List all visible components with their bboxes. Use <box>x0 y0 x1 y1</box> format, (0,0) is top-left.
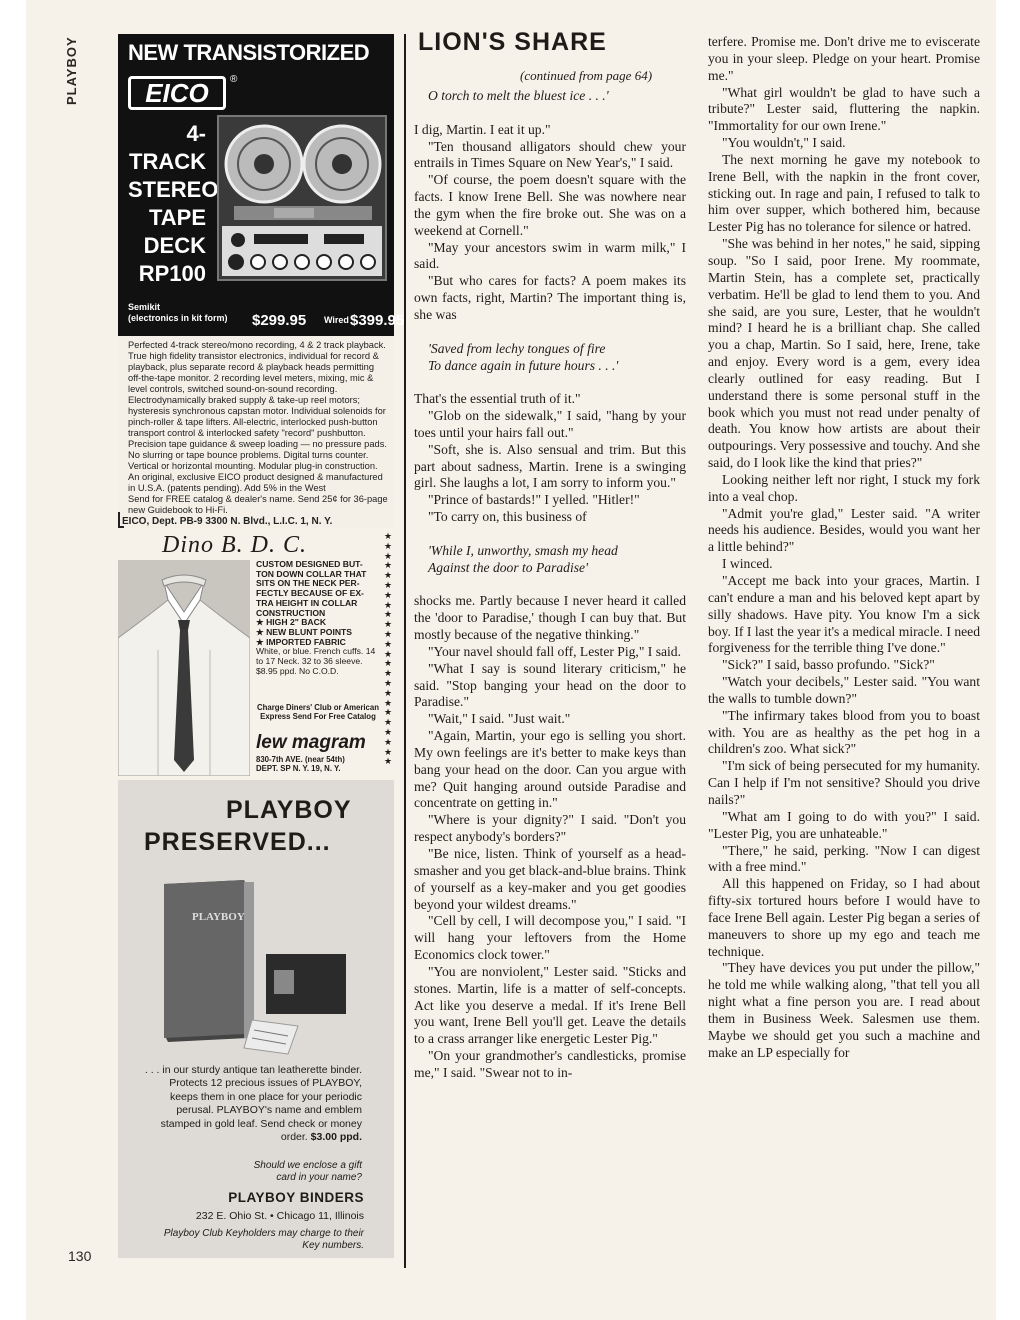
paragraph: "Your navel should fall off, Lester Pig," I said. <box>428 643 681 659</box>
paragraph: I dig, Martin. I eat it up." <box>414 121 551 137</box>
wired-label: Wired <box>324 315 349 325</box>
semikit-price: $299.95 <box>252 312 307 329</box>
paragraph: "To carry on, this business of <box>428 509 587 525</box>
product-line: STEREO <box>128 177 219 202</box>
feature-line: ★ IMPORTED FABRIC <box>256 636 346 647</box>
paragraph-gap <box>414 374 686 391</box>
address-line: DEPT. SP N. Y. 19, N. Y. <box>256 763 341 773</box>
verse-line: O torch to melt the bluest ice . . .' <box>428 88 609 103</box>
paragraph: "Watch your decibels," Lester said. "You want the walls to tumble down?" <box>708 674 980 706</box>
paragraph: "You wouldn't," I said. <box>722 135 846 151</box>
product-line: TAPE <box>148 205 206 230</box>
paragraph: All this happened on Friday, so I had about fifty-six tortured hours before I would have to face Irene Bell again. Lester Pig began a series of maneuvers to shore up my ego and teach me technique. <box>708 876 980 959</box>
paragraph: "There," he said, perking. "Now I can digest with a free mind." <box>708 842 980 875</box>
paragraph: "What I say is sound literary criticism," he said. "Stop banging your head on the door to Paradise." <box>414 660 686 710</box>
semikit-note: (electronics in kit form) <box>128 313 228 323</box>
paragraph-gap <box>414 324 686 341</box>
eico-logo: EICO <box>128 76 226 110</box>
paragraph: "Ten thousand alligators should chew your entrails in Times Square on New Year's," I said. <box>414 138 686 171</box>
verse-line: 'While I, unworthy, smash my head <box>428 542 618 558</box>
paragraph: "Prince of bastards!" I yelled. "Hitler!" <box>428 492 640 508</box>
paragraph-gap <box>414 105 686 122</box>
paragraph: "Admit you're glad," Lester said. "A writer needs his audience. Besides, would you want her a little behind?" <box>708 505 980 555</box>
eico-product-name <box>128 120 219 288</box>
paragraph: terfere. Promise me. Don't drive me to eviscerate you in your sleep. Pledge on your heart. Promise me." <box>708 34 980 83</box>
feature-line: CUSTOM DESIGNED BUT- <box>256 559 363 569</box>
binder-ad-title <box>144 794 384 858</box>
playboy-binder-ad <box>118 780 394 1258</box>
eico-headline: NEW TRANSISTORIZED <box>128 40 370 65</box>
semikit-title: Semikit <box>128 302 161 312</box>
eico-description: Perfected 4-track stereo/mono recording, 4 & 2 track playback. True high fidelity transistor electronics, individual for record & playback, plus separate record & playback heads permitting off-the-tape monitor. 2 recording level meters, mixing, mic & level controls, switched sound-on-sound recording. Electrodynamically braked supply & take-up reel motors; hysteresis synchronous capstan motor. Individual solenoids for pinch-roller & tape lifters. All-electric, interlocked push-button transport control & interlocked safety "record" pushbutton. Precision tape guidance & sweep loading — no pressure pads. No slurring or tape bounce problems. Digital turns counter. Vertical or horizontal mounting. Modular plug-in construction. An original, exclusive EICO product designed & manufactured in U.S.A. (patents pending). Add 5% in the West <box>128 340 387 493</box>
address-line: 830-7th AVE. (near 54th) <box>256 755 345 764</box>
lew-magram-brand: lew magram <box>256 732 366 753</box>
feature-line: ★ HIGH 2" BACK <box>256 617 327 628</box>
paragraph-gap <box>414 526 686 543</box>
paragraph: That's the essential truth of it." <box>414 391 581 407</box>
lew-magram-address <box>256 756 384 773</box>
article-column-2 <box>708 34 980 1061</box>
binder-body: . . . in our sturdy antique tan leatherette binder. Protects 12 precious issues of PLAYBOY, keeps them in one place for your periodic perusal. PLAYBOY's name and emblem stamped in gold leaf. Send check or money order. <box>144 1064 362 1144</box>
binders-address: 232 E. Ohio St. • Chicago 11, Illinois <box>195 1210 364 1222</box>
paragraph: "I'm sick of being persecuted for my humanity. Can I help if I'm not sensitive? Should you drive nails?" <box>708 758 980 807</box>
title-line: PLAYBOY <box>226 796 352 824</box>
paragraph: "She was behind in her notes," he said, sipping soup. "So I said, poor Irene. My roommate, Martin Stein, has a complete set, practically verbatim. He'll be glad to lend them to you. And she said, are you sure, Lester, that he wouldn't mind? I heard he is a brilliant chap. She called you a chap, Martin. So I said, here, Irene, take and enjoy. Every word is a gem, every idea clearly outlined for easy reading. But I understand there is some personal stuff in the book which you must not read under penalty of death. You know how artists are about their outpourings. Very possessive and touchy. And she said, do I look like the kind that pries?" <box>708 236 980 471</box>
product-line: DECK <box>143 233 206 258</box>
paragraph: "What girl wouldn't be glad to have such a tribute?" Lester said, fluttering the napkin. "Immortality for our own Irene." <box>708 84 980 134</box>
paragraph: "They have devices you put under the pillow," he told me while walking along, "that tell you all night what a fine person you are. I read about them in Business Week. Salesmen use them. Maybe we should get you such a machine and make an LP especially for <box>708 960 980 1060</box>
paragraph: "On your grandmother's candlesticks, promise me," I said. "Swear not to in- <box>414 1048 686 1080</box>
paragraph-gap <box>414 576 686 593</box>
dino-title: Dino B. D. C. <box>162 532 307 558</box>
paragraph: "Where is your dignity?" I said. "Don't you respect anybody's borders?" <box>414 812 686 845</box>
feature-line: CONSTRUCTION <box>256 607 326 618</box>
paragraph: "Accept me back into your graces, Martin. I can't endure a man and his beloved kept apart by silly shadows. Have pity. You know I'm a sick boy. If I last the year it's a medical miracle. I need forgiveness for the terrible thing I've done." <box>708 573 980 656</box>
paragraph: Looking neither left nor right, I stuck my fork into a veal chop. <box>708 471 980 504</box>
magazine-page <box>26 0 996 1320</box>
tape-deck-image <box>214 112 390 284</box>
paragraph: "Again, Martin, your ego is selling you short. My own feelings are it's better to make keys than bang your head on the door. Can you argue with me? Quit hanging around outside Paradise and concentrate on getting in." <box>414 728 686 811</box>
column-rule <box>404 34 406 1268</box>
paragraph: "Soft, she is. Also sensual and trim. But this part about sadness, Martin. Irene is a swinging girl. She laughs a lot, I am sorry to inform you." <box>414 441 686 491</box>
paragraph: "Glob on the sidewalk," I said, "hang by your toes until your hairs fall out." <box>414 408 686 440</box>
verse-line: Against the door to Paradise' <box>428 559 588 575</box>
paragraph: The next morning he gave my notebook to Irene Bell, with the napkin in the front cover, sticking out. In rage and pain, I refused to talk to him over supper, which bothered him, because Lester Pig has no tolerance for silence or hatred. <box>708 151 980 235</box>
paragraph: "You are nonviolent," Lester said. "Sticks and stones. Martin, life is a matter of self-concepts. Act like you deserve a medal. If it's Irene Bell you want, Irene Bell you'll get. Leave the details to a crass arranger like energetic Lester Pig." <box>414 963 686 1047</box>
feature-line: SITS ON THE NECK PER- <box>256 578 360 589</box>
page-number: 130 <box>68 1248 92 1264</box>
registered-mark: ® <box>230 74 238 85</box>
paragraph: "The infirmary takes blood from you to boast with. You are as healthy as the pet hog in a children's zoo. What sick?" <box>708 707 980 757</box>
dino-charge-note: Charge Diners' Club or American Express Send For Free Catalog <box>256 703 379 721</box>
binder-label: PLAYBOY <box>192 911 245 923</box>
binders-company: PLAYBOY BINDERS <box>228 1190 364 1205</box>
article-title: LION'S SHARE <box>418 28 607 56</box>
product-line: 4-TRACK <box>129 121 206 174</box>
binder-image <box>148 870 348 1060</box>
binder-description <box>142 1064 362 1144</box>
paragraph: "What am I going to do with you?" I said. "Lester Pig, you are unhateable." <box>708 808 980 841</box>
feature-line: ★ NEW BLUNT POINTS <box>256 626 353 637</box>
paragraph: "But who cares for facts? A poem makes its own facts, right, Martin? The important thing is, she was <box>414 273 686 322</box>
eico-catalog-offer: Send for FREE catalog & dealer's name. Send 25¢ for 36-page new Guidebook to Hi-Fi. <box>128 494 388 515</box>
keyholder-note: Playboy Club Keyholders may charge to their Key numbers. <box>163 1228 364 1251</box>
article-column-1 <box>414 88 686 1082</box>
verse-line: To dance again in future hours . . .' <box>428 357 619 373</box>
eico-address: EICO, Dept. PB-9 3300 N. Blvd., L.I.C. 1, N. Y. <box>122 516 333 527</box>
dino-features <box>256 560 380 676</box>
product-line: RP100 <box>138 261 206 286</box>
paragraph: "Of course, the poem doesn't square with the facts. I know Irene Bell. She was nowhere near the gym when the fire broke out. She was on a weekend at Cornell." <box>414 172 686 238</box>
semikit-label <box>128 302 228 324</box>
dino-shirt-ad <box>118 532 394 776</box>
title-line: PRESERVED... <box>144 828 331 856</box>
paragraph: I winced. <box>722 556 773 572</box>
star-border: ★ ★ ★ ★ ★ ★ ★ ★ ★ ★ ★ ★ ★ ★ ★ ★ ★ ★ ★ ★ ★ ★ ★ ★ <box>383 531 393 767</box>
paragraph: "Sick?" I said, basso profundo. "Sick?" <box>722 657 935 673</box>
binder-price: $3.00 ppd. <box>310 1131 362 1144</box>
eico-ad <box>118 34 405 528</box>
paragraph: "Be nice, listen. Think of yourself as a head-smasher and you get black-and-blue brains. Think of yourself as a key-maker and you get goodies beyond your wildest dreams." <box>414 845 686 912</box>
masthead: PLAYBOY <box>64 36 79 105</box>
continued-note: (continued from page 64) <box>520 68 653 83</box>
paragraph: "Wait," I said. "Just wait." <box>428 711 571 727</box>
shirt-image <box>118 560 250 776</box>
feature-line: TRA HEIGHT IN COLLAR <box>256 597 358 608</box>
dino-details: White, or blue. French cuffs. 14 to 17 Neck. 32 to 36 sleeve. $8.95 ppd. No C.O.D. <box>256 646 376 676</box>
verse-line: 'Saved from lechy tongues of fire <box>428 340 606 356</box>
feature-line: TON DOWN COLLAR THAT <box>256 568 367 579</box>
wired-price: $399.95 <box>350 312 405 329</box>
paragraph: "Cell by cell, I will decompose you," I said. "I will hang your leftovers from the Home Economics clock tower." <box>414 913 686 963</box>
paragraph: "May your ancestors swim in warm milk," I said. <box>414 239 686 272</box>
paragraph: shocks me. Partly because I never heard it called the 'door to Paradise,' though I can buy that. But mostly because of the negative thinking." <box>414 593 686 642</box>
gift-card-note: Should we enclose a gift card in your name? <box>253 1160 362 1183</box>
feature-line: FECTLY BECAUSE OF EX- <box>256 588 364 599</box>
